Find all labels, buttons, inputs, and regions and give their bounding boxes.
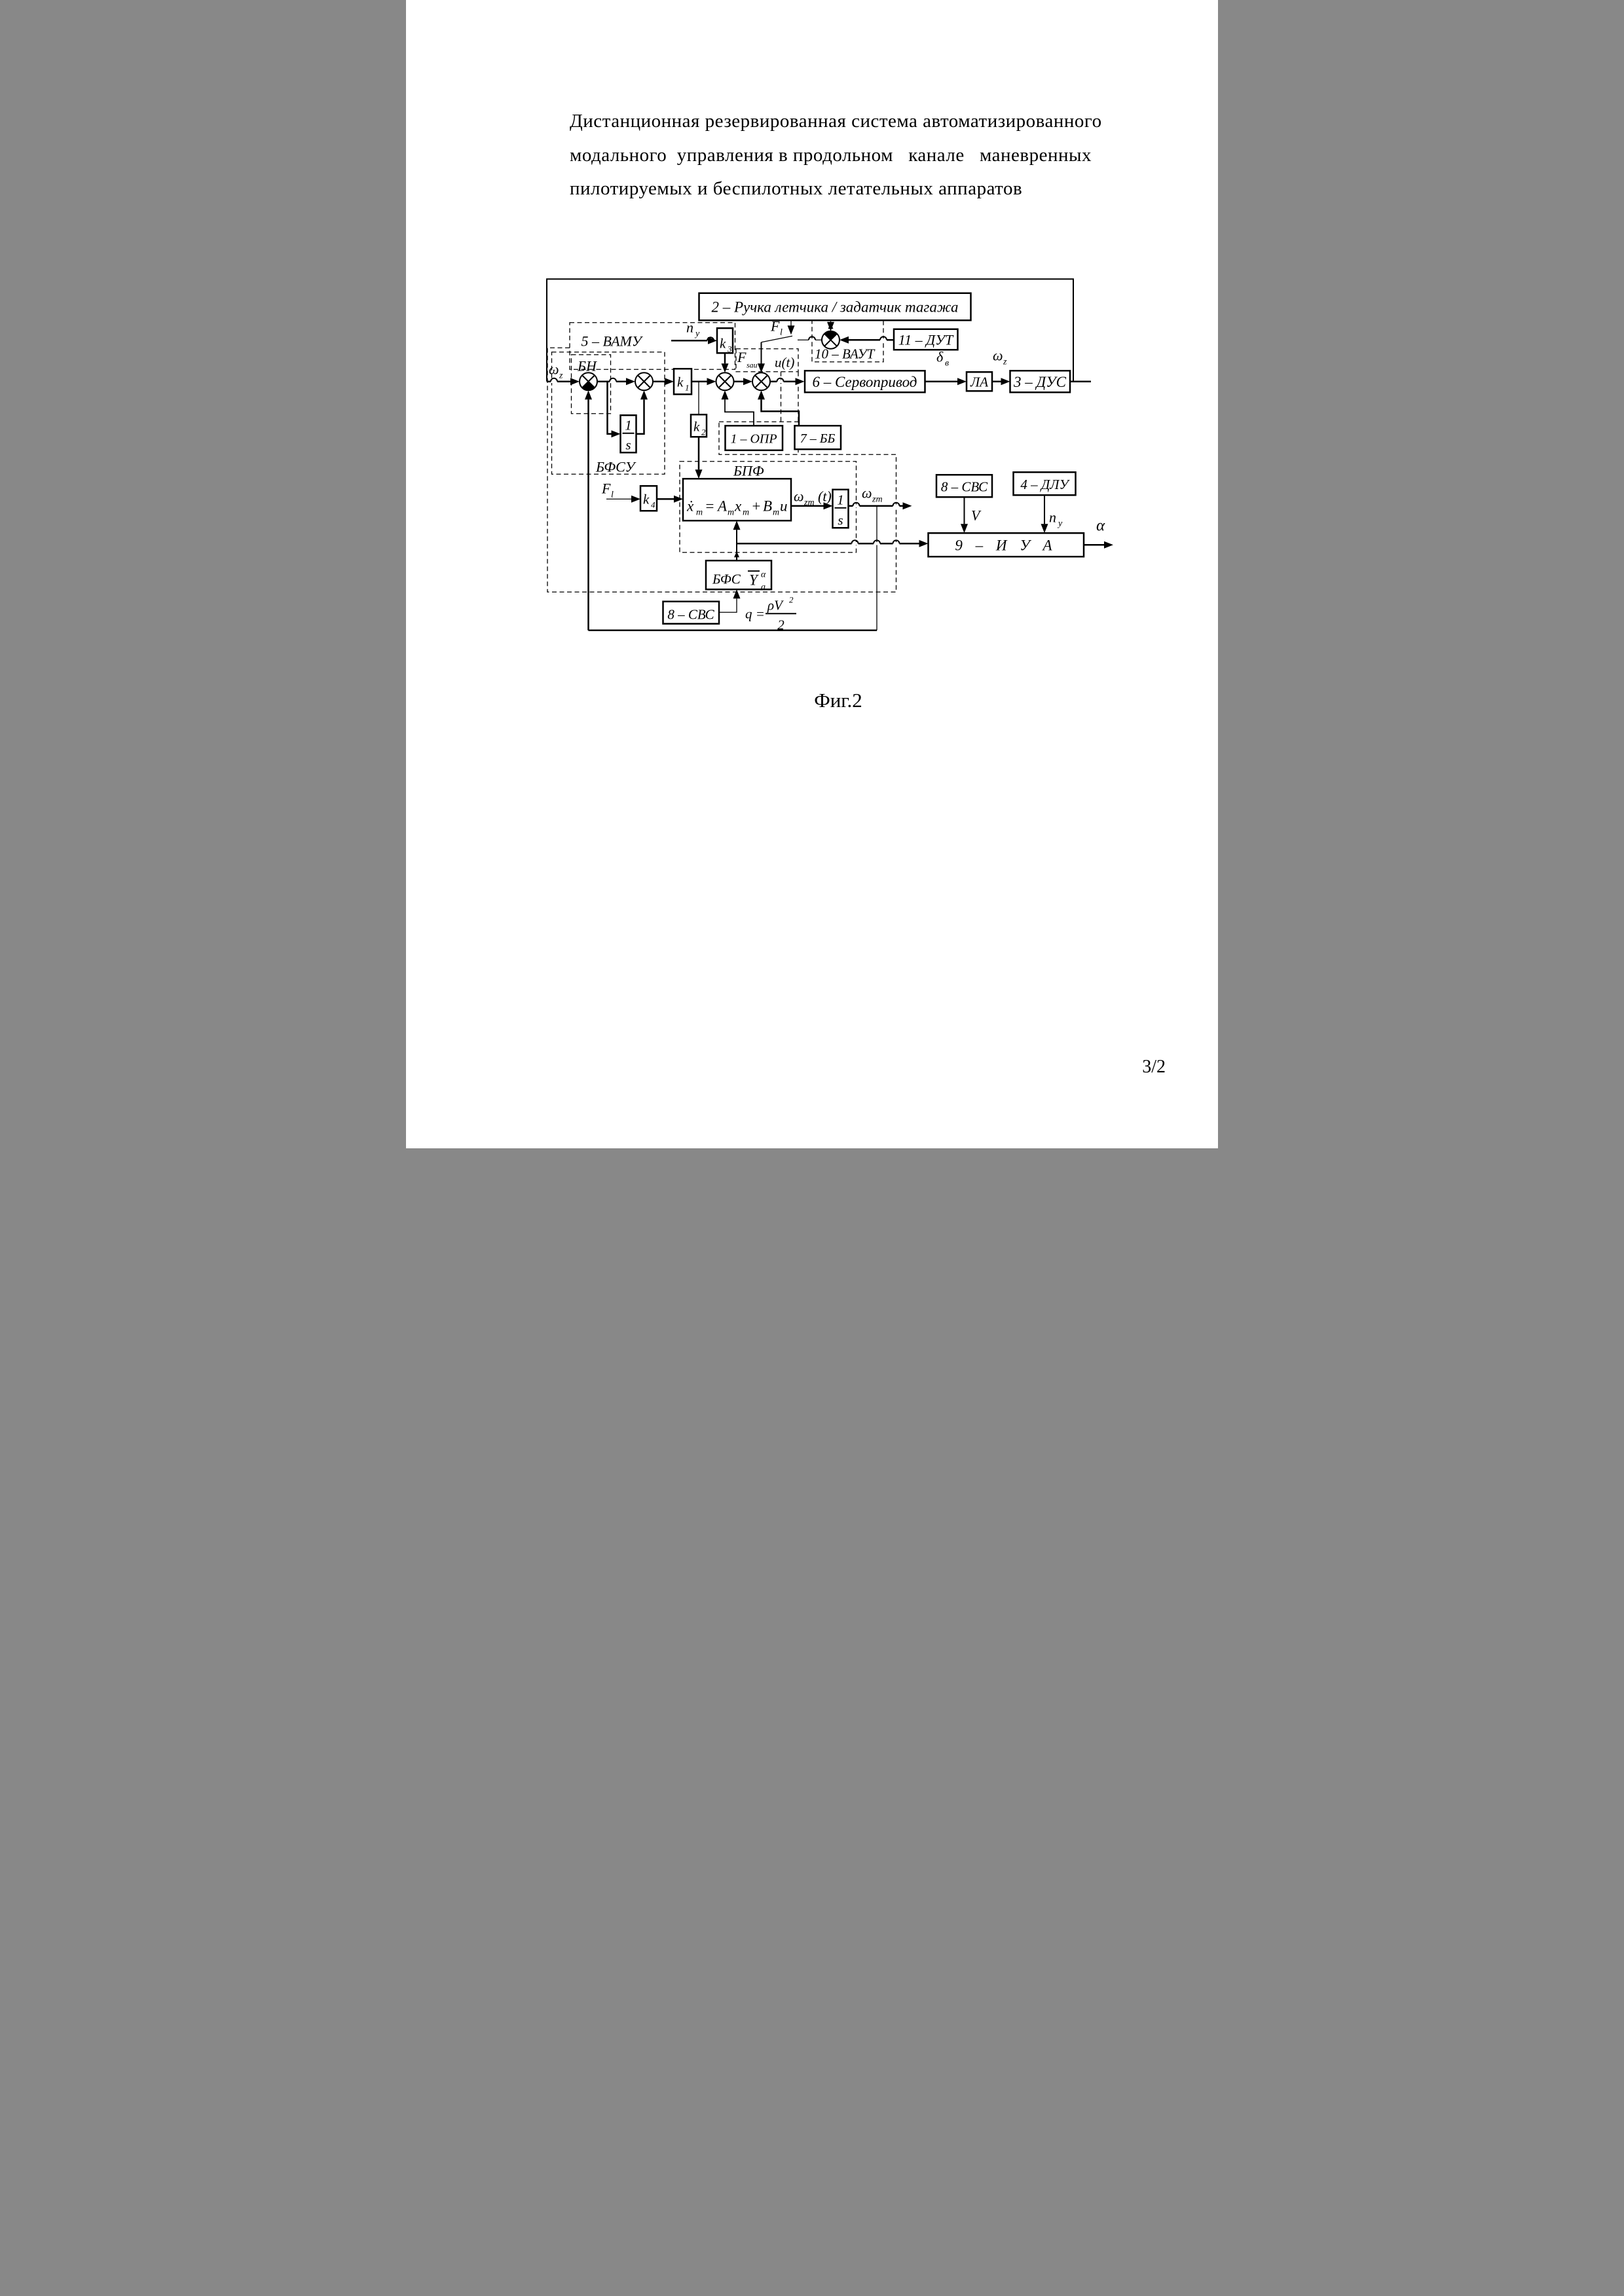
omega-z-in-sub: z bbox=[559, 371, 563, 381]
block-svs-bottom[interactable] bbox=[663, 602, 720, 624]
eq-p4: x bbox=[735, 498, 742, 515]
bfs-y-sup: α bbox=[761, 570, 766, 580]
block-iua[interactable] bbox=[929, 533, 1084, 556]
hop bbox=[852, 540, 858, 543]
fl-label-sub: l bbox=[780, 327, 783, 338]
title-line-1: Дистанционная резервированная система автоматизированного bbox=[570, 111, 1102, 132]
integrator1-output bbox=[637, 399, 644, 434]
sum-junction-2 bbox=[635, 373, 653, 390]
sum-junction-bn bbox=[580, 373, 597, 390]
fl2-label: F bbox=[602, 480, 611, 497]
bfs-y-sub: a bbox=[761, 582, 766, 592]
omega-zm-t-tail: (t) bbox=[818, 488, 832, 505]
block-svs-right[interactable] bbox=[936, 475, 992, 497]
title-line-3: пилотируемых и беспилотных летательных аппаратов bbox=[570, 178, 1023, 199]
group-bfsu-label: БФСУ bbox=[596, 458, 635, 475]
switch-blade[interactable] bbox=[762, 336, 793, 342]
k3-sub: 3 bbox=[728, 344, 732, 354]
block-integrator-1[interactable] bbox=[621, 415, 637, 452]
omega-z-out: ω bbox=[993, 347, 1003, 364]
eq-s4: m bbox=[743, 507, 750, 518]
k2-sub: 2 bbox=[701, 427, 706, 437]
page-number: 3/2 bbox=[1142, 1057, 1166, 1077]
hop bbox=[610, 378, 616, 382]
k1-label: k bbox=[677, 374, 684, 390]
q-num: ρV bbox=[767, 597, 783, 613]
block-stick-label: 2 – Ручка летчика / задатчик тагажа bbox=[711, 299, 959, 316]
q-den: 2 bbox=[777, 617, 784, 633]
block-opr-label: 1 – ОПР bbox=[730, 431, 777, 446]
k4-sub: 4 bbox=[651, 500, 655, 510]
eq-p6: B bbox=[763, 498, 773, 515]
group-vaut-label: 10 – ВАУТ bbox=[815, 346, 875, 362]
q-lhs: q = bbox=[745, 606, 765, 622]
omega-zm-t-sub: zm bbox=[804, 498, 815, 508]
block-opr[interactable] bbox=[726, 426, 783, 450]
title-line-2: модального управления в продольном канале маневренных bbox=[570, 144, 1092, 166]
int2-den: s bbox=[838, 512, 843, 528]
block-la[interactable] bbox=[967, 372, 992, 391]
block-dlu-label: 4 – ДЛУ bbox=[1020, 476, 1069, 492]
block-iua-label: 9 – И У А bbox=[955, 537, 1057, 554]
ut-label: u(t) bbox=[775, 354, 795, 371]
k3-label: k bbox=[720, 335, 726, 352]
block-k2[interactable] bbox=[691, 414, 707, 437]
k2-label: k bbox=[693, 418, 700, 435]
int1-num: 1 bbox=[625, 417, 632, 433]
block-servo[interactable] bbox=[805, 371, 925, 392]
figure-caption: Фиг.2 bbox=[814, 689, 862, 712]
sum-junction-4 bbox=[752, 373, 770, 390]
eq-p2: = bbox=[705, 498, 715, 515]
block-diagram bbox=[406, 0, 1218, 1148]
block-k3[interactable] bbox=[717, 328, 733, 354]
ny2-label: n bbox=[1049, 509, 1056, 526]
delta-v-label-sub: в bbox=[945, 358, 950, 369]
fl2-label-sub: l bbox=[611, 490, 614, 500]
block-bb[interactable] bbox=[795, 426, 841, 449]
sum-junction-3 bbox=[716, 373, 734, 390]
svs-to-bfs bbox=[719, 598, 737, 612]
eq-p3: A bbox=[718, 498, 728, 515]
block-bfs-label: БФС bbox=[712, 571, 741, 587]
eq-s3: m bbox=[728, 507, 735, 518]
omega-z-out-sub: z bbox=[1003, 357, 1007, 367]
q-sup: 2 bbox=[789, 594, 794, 605]
v-label: V bbox=[971, 507, 980, 524]
hop bbox=[551, 378, 557, 382]
group-bpf-label: БПФ bbox=[733, 462, 764, 479]
omega-z-in: ω bbox=[549, 361, 559, 378]
alpha-label: α bbox=[1096, 517, 1105, 535]
ny-label-sub: y bbox=[695, 329, 700, 339]
k4-label: k bbox=[643, 491, 650, 507]
eq-s1: m bbox=[696, 507, 703, 518]
omega-zm-label-sub: zm bbox=[872, 494, 883, 505]
fl-label: F bbox=[771, 318, 780, 335]
block-dus-label: 3 – ДУС bbox=[1014, 373, 1066, 390]
block-la-label: ЛА bbox=[970, 374, 989, 390]
block-dut-label: 11 – ДУТ bbox=[898, 331, 953, 348]
hop bbox=[777, 378, 784, 382]
block-dlu[interactable] bbox=[1014, 472, 1076, 495]
patent-page bbox=[406, 0, 1218, 1148]
block-servo-label: 6 – Сервопривод bbox=[812, 373, 917, 390]
omega-zm-label: ω bbox=[862, 484, 872, 501]
ny2-label-sub: y bbox=[1058, 519, 1063, 529]
block-svs-bottom-label: 8 – СВС bbox=[667, 606, 714, 623]
block-dus[interactable] bbox=[1010, 371, 1071, 392]
eq-p5: + bbox=[751, 498, 762, 515]
k1-sub: 1 bbox=[685, 382, 690, 393]
block-k4[interactable] bbox=[640, 486, 657, 511]
block-svs-right-label: 8 – СВС bbox=[940, 479, 988, 495]
fsau-label-sub: sau bbox=[747, 360, 758, 370]
fsau-label: F bbox=[737, 348, 747, 365]
int1-den: s bbox=[625, 437, 631, 453]
block-model[interactable] bbox=[683, 479, 791, 520]
bfs-y: Y bbox=[749, 572, 758, 589]
delta-v-label: δ bbox=[936, 348, 944, 365]
eq-s6: m bbox=[773, 507, 780, 518]
group-bn-label: БН bbox=[578, 357, 597, 374]
block-bb-label: 7 – ББ bbox=[800, 431, 836, 446]
group-vamu-label: 5 – ВАМУ bbox=[581, 333, 642, 350]
eq-p1: ẋ bbox=[687, 498, 694, 515]
int2-num: 1 bbox=[837, 492, 844, 508]
block-dut[interactable] bbox=[894, 329, 958, 350]
block-bfs[interactable] bbox=[706, 560, 771, 592]
block-stick[interactable] bbox=[699, 293, 971, 321]
block-k1[interactable] bbox=[674, 369, 692, 394]
ny-label: n bbox=[686, 319, 693, 336]
eq-p7: u bbox=[780, 498, 788, 515]
omega-zm-t-label: ω bbox=[794, 488, 804, 505]
block-integrator-2[interactable] bbox=[833, 490, 849, 528]
